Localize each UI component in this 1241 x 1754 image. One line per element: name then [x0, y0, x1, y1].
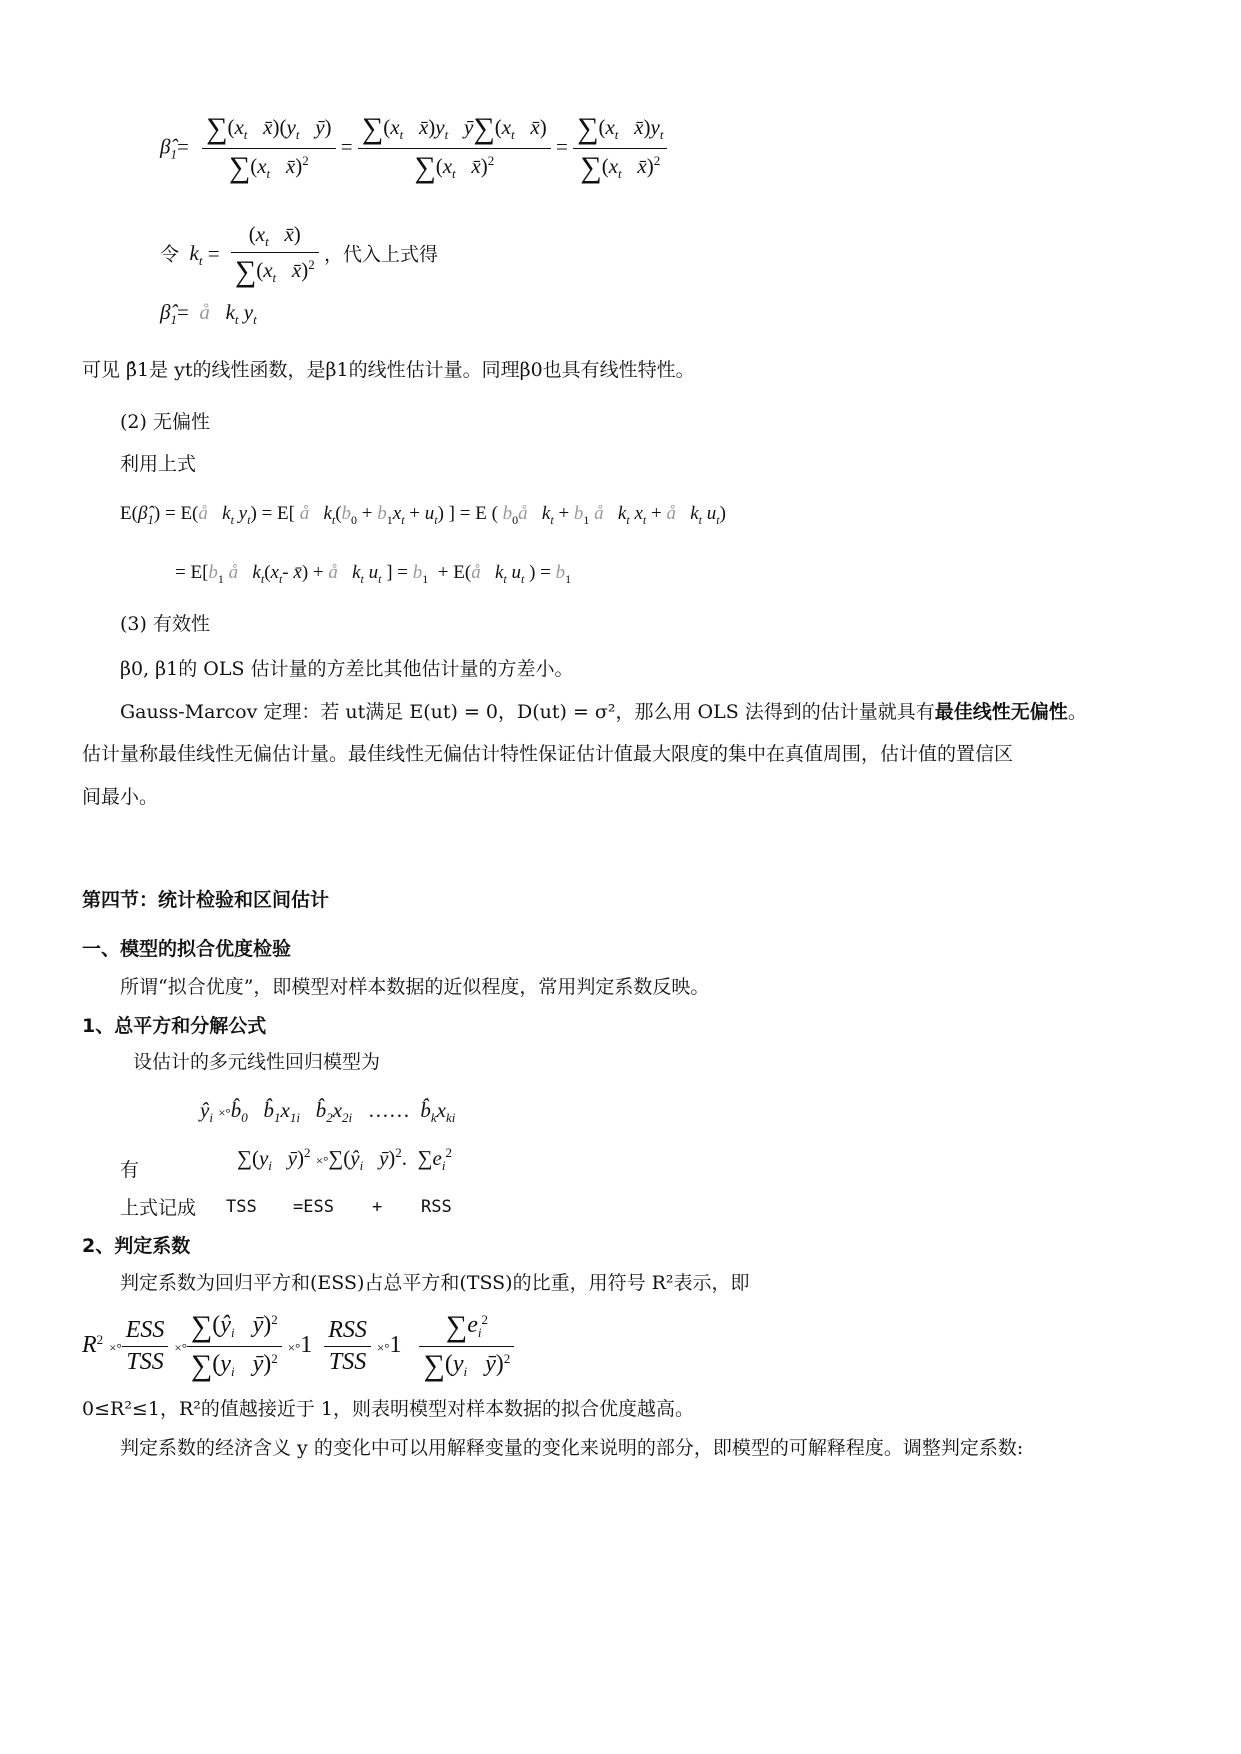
decomposition-prefix: 有: [120, 1159, 140, 1181]
beta1-expansion-formula: $\betâ_1=$ $\frac{\sum(x_t x̄)(y_t ȳ)}{\sum(x_t x̄)^2}$ = $\frac{\sum(x_t x̄)y_t ȳ\sum(x_t x̄)}{\sum(x_t x̄)^2}$ = $\frac{\sum(x_t x̄)y_t}{\sum(x_t x̄)^2}$: [160, 112, 667, 185]
item-decomposition: 1、总平方和分解公式: [82, 1015, 267, 1037]
r2-meaning: 判定系数的经济含义 y 的变化中可以用解释变量的变化来说明的部分，即模型的可解释程度。调整判定系数:: [120, 1437, 1024, 1459]
unbiased-derivation-line1: $E(\betâ_1)$ = E(å $k_t$ $y_t) = E$[ å $k_t(b_0 + b_1x_t + u_t)$ ] = E ( $b_0å$ $k_t + b_1$ å $k_t$ $x_t$ + å $k_t$ $u_t$): [120, 503, 726, 527]
kt-definition: 令 $k_t$ = $\frac{(x_t x̄)}{\sum(x_t x̄)^2}$ ，代入上式得: [160, 222, 438, 289]
gauss-markov-line3: 间最小。: [82, 786, 159, 808]
regression-model-formula: $ŷ_i$ $\times^\circ b̂_0$ $b̂_1x_{1i}$ $b̂_2x_{2i}$ …… $b̂_kx_{ki}$: [200, 1098, 456, 1125]
kt-prefix: 令: [160, 244, 180, 266]
model-intro: 设估计的多元线性回归模型为: [133, 1051, 381, 1073]
rss-label: RSS: [421, 1197, 452, 1217]
r2-intro: 判定系数为回归平方和(ESS)占总平方和(TSS)的比重，用符号 R²表示，即: [120, 1272, 750, 1294]
plus-sign: +: [372, 1197, 383, 1217]
item-r-squared: 2、判定系数: [82, 1235, 191, 1257]
r2-range: 0≤R²≤1，R²的值越接近于 1，则表明模型对样本数据的拟合优度越高。: [82, 1398, 694, 1420]
gauss-markov-line1: [120, 700, 1087, 724]
gauss-markov-line2: 估计量称最佳线性无偏估计量。最佳线性无偏估计特性保证估计值最大限度的集中在真值周围，估计值的置信区: [82, 743, 1014, 765]
unbiased-intro: 利用上式: [120, 453, 197, 475]
subsection-fit-test: 一、模型的拟合优度检验: [82, 938, 292, 960]
gauss-markov-end: 。: [1067, 701, 1087, 723]
record-as-label: 上式记成: [120, 1197, 197, 1219]
r-squared-formula: $R^2$ ×° $\frac{\text{ESS}}{\text{TSS}}$ ×° $\frac{\sum(ŷ_i ȳ)^2}{\sum(y_i ȳ)^2}$ ×°1 $\frac{\text{RSS}}{\text{TSS}}$ ×°1 $\frac{\sum e_i^2}{\sum(y_i ȳ)^2}$: [82, 1310, 514, 1383]
ess-label: =ESS: [293, 1197, 334, 1217]
decomposition-formula: $\sum(y_i$ ȳ)$^2$ $\times^\circ\sum(ŷ_i$ ȳ)$^2$. $\sum e_i^2$: [237, 1145, 452, 1173]
efficiency-heading: (3) 有效性: [120, 613, 210, 635]
fit-intro: 所谓“拟合优度”，即模型对样本数据的近似程度，常用判定系数反映。: [120, 976, 710, 998]
section-title: 第四节：统计检验和区间估计: [82, 889, 330, 911]
gauss-markov-text: Gauss-Marcov 定理：若 ut满足 E(ut) = 0，D(ut) = σ²，那么用 OLS 法得到的估计量就具有: [120, 701, 935, 723]
blue-property: 最佳线性无偏性: [934, 701, 1068, 723]
unbiased-derivation-line2: = $E[b_1$ å $k_t(x_t-$ x̄) + å $k_t$ $u_t$ ] = $b_1$ + E(å $k_t$ $u_t$ ) = $b_1$: [175, 562, 572, 586]
kt-suffix: ，代入上式得: [323, 244, 438, 266]
unbiased-heading: (2) 无偏性: [120, 411, 210, 433]
beta1-linear-formula: $\betâ_1=$ å $k_t$ $y_t$: [160, 300, 257, 328]
efficiency-text: β0, β1的 OLS 估计量的方差比其他估计量的方差小。: [120, 658, 574, 680]
tss-label: TSS: [226, 1197, 257, 1217]
linearity-conclusion: 可见 β̂1是 yt的线性函数，是β1的线性估计量。同理β0也具有线性特性。: [82, 359, 695, 381]
